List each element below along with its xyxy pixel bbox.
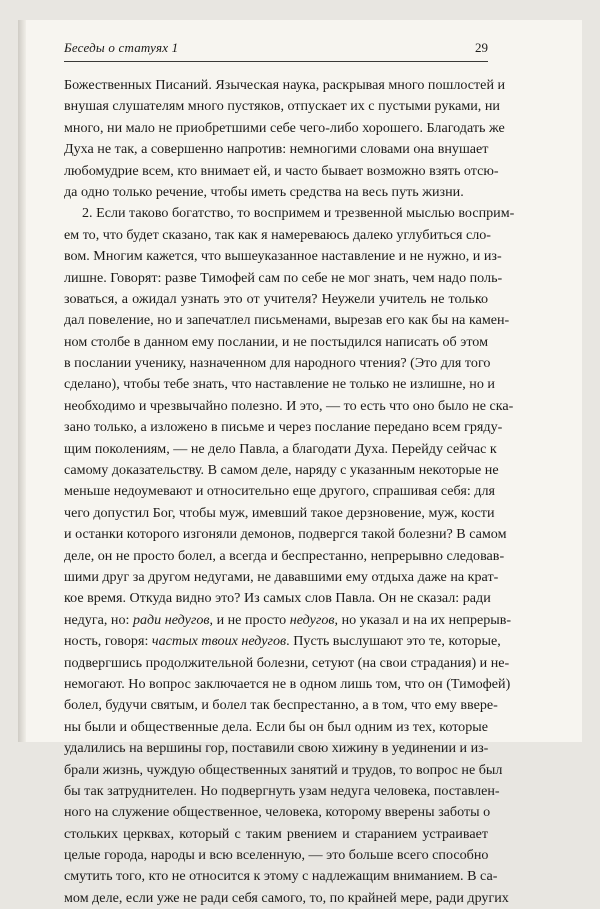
text-line: дал повеление, но и запечатлел письменами, вырезав его как бы на камен- bbox=[64, 312, 510, 329]
text-line: стольких церквах, который с таким рвением и старанием устраивает bbox=[64, 825, 488, 842]
text-line: ны были и общественные дела. Если бы он был одним из тех, которые bbox=[64, 718, 488, 735]
text-line: лишне. Говорят: разве Тимофей сам по себе не мог знать, чем надо поль- bbox=[64, 269, 503, 286]
text-line: деле, он не просто болел, а всегда и беспрестанно, непрерывно следовав- bbox=[64, 547, 505, 564]
text-line: Божественных Писаний. Языческая наука, раскрывая много пошлостей и bbox=[64, 77, 506, 93]
text-line: ем то, что будет сказано, так как я намереваюсь далеко углубиться сло- bbox=[64, 226, 491, 243]
body-text bbox=[64, 75, 515, 909]
text-line: мом деле, если уже не ради себя самого, то, по крайней мере, ради других bbox=[64, 889, 509, 906]
text-line: необходимо и чрезвычайно полезно. И это, — то есть что оно было не ска- bbox=[64, 397, 514, 414]
text-line: ного на служение общественное, человека, которому вверены заботы о bbox=[64, 804, 491, 821]
text-line: целые города, народы и всю вселенную, — это больше всего способно bbox=[64, 847, 489, 864]
text-line: да одно только речение, чтобы иметь средства на весь путь жизни. bbox=[64, 183, 464, 200]
header-rule bbox=[64, 61, 488, 62]
text-line: бы так затруднителен. Но подвергнуть узам недуга человека, поставлен- bbox=[64, 782, 500, 799]
text-line: зоваться, а ожидал узнать это от учителя? Неужели учитель не только bbox=[64, 290, 488, 307]
text-line: самому доказательству. В самом деле, наряду с указанным некоторые не bbox=[64, 462, 499, 479]
text-line: Духа не так, а совершенно напротив: немногими словами она внушает bbox=[64, 141, 489, 158]
page-edge-shadow bbox=[18, 20, 26, 742]
text-line: зано только, а изложено в письме и через послание передано всем гряду- bbox=[64, 419, 503, 436]
text-line: ном столбе в данном ему послании, и не постыдился написать об этом bbox=[64, 333, 488, 350]
text-line: и останки которого изгоняли демонов, подвергся такой болезни? В самом bbox=[64, 526, 507, 543]
text-line: чего допустил Бог, чтобы муж, имевший такое дерзновение, муж, кости bbox=[64, 504, 495, 521]
text-line: кое время. Откуда видно это? Из самых слов Павла. Он не сказал: ради bbox=[64, 590, 491, 607]
running-header bbox=[64, 40, 488, 56]
text-line: в послании ученику, назначенном для народного чтения? (Это для того bbox=[64, 355, 491, 372]
text-line: брали жизнь, чуждую общественных занятий и трудов, то вопрос не был bbox=[64, 761, 503, 778]
text-line: ность, говоря: частых твоих недугов. Пусть выслушают это те, которые, bbox=[64, 633, 501, 650]
text-line: подвергшись продолжительной болезни, сетуют (на свои страдания) и не- bbox=[64, 654, 510, 671]
text-line: 2. Если таково богатство, то воспримем и трезвенной мыслью восприм- bbox=[82, 205, 515, 222]
text-line: немогают. Но вопрос заключается не в одном лишь том, что он (Тимофей) bbox=[64, 675, 511, 692]
running-title: Беседы о статуях 1 bbox=[64, 40, 179, 55]
text-line: внушая слушателям много пустяков, отпускает их с пустыми руками, ни bbox=[64, 98, 500, 115]
text-line: сделано), чтобы тебе знать, что наставление не только не излишне, но и bbox=[64, 376, 495, 393]
text-line: болел, будучи святым, и болел так беспрестанно, а в том, что ему ввере- bbox=[64, 697, 498, 714]
text-line: много, ни мало не приобретшими себе чего-либо хорошего. Благодать же bbox=[64, 119, 505, 136]
text-line: меньше недоумевают и относительно еще другого, спрашивая себя: для bbox=[64, 483, 495, 500]
text-line: смутить того, кто не относится к этому с надлежащим вниманием. В са- bbox=[64, 868, 498, 885]
text-line: вом. Многим кажется, что вышеуказанное наставление и не нужно, и из- bbox=[64, 248, 502, 265]
page-number: 29 bbox=[475, 40, 488, 55]
text-line: удалились на вершины гор, поставили свою хижину в уединении и из- bbox=[64, 740, 489, 757]
text-line: любомудрие всем, кто внимает ей, и часто бывает возможно взять отсю- bbox=[64, 162, 499, 179]
text-line: шими друг за другом недугами, не дававшими ему отдыха даже на крат- bbox=[64, 568, 499, 585]
text-line: недуга, но: ради недугов, и не просто недугов, но указал и на их непрерыв- bbox=[64, 611, 512, 628]
text-line: щим поколениям, — не дело Павла, а благодати Духа. Перейду сейчас к bbox=[64, 440, 497, 457]
